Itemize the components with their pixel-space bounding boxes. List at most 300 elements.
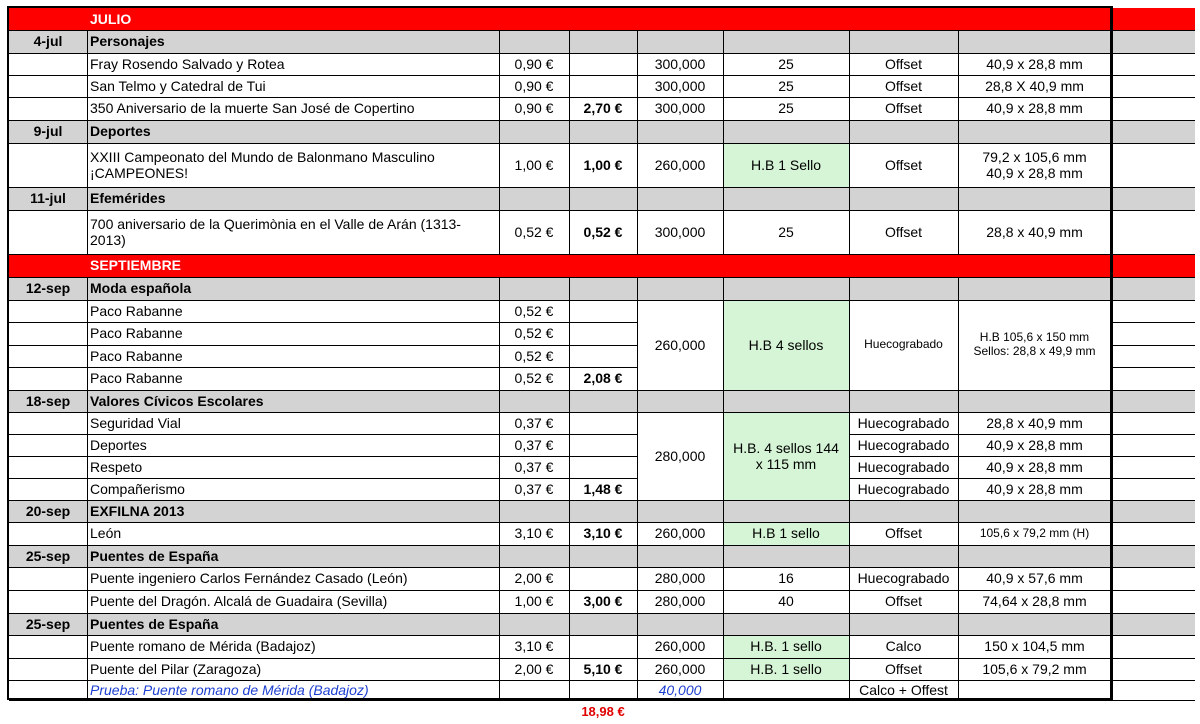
column-border [87, 500, 88, 522]
column-border [637, 635, 638, 658]
column-border [637, 478, 638, 500]
column-border [1110, 210, 1112, 254]
row-border [9, 412, 1195, 413]
column-border [1110, 277, 1112, 300]
print-method: Offset [884, 55, 923, 72]
moda-format: H.B 4 sellos [748, 336, 824, 353]
column-border [87, 658, 88, 680]
print-run: 300,000 [654, 223, 706, 240]
moda-print-method: Huecograbado [864, 337, 943, 352]
column-border [1110, 390, 1112, 412]
format: H.B. 1 sello [750, 638, 822, 655]
row-border [9, 277, 1195, 278]
grand-total: 18,98 € [581, 704, 625, 719]
column-border [637, 500, 638, 522]
row-border [9, 143, 1195, 144]
column-border [499, 120, 500, 143]
format: 25 [778, 100, 794, 117]
moda-size [958, 300, 1111, 390]
column-border [499, 367, 500, 390]
stamp-name: Compañerismo [90, 480, 185, 497]
column-border [637, 658, 638, 680]
column-border [87, 434, 88, 456]
column-border [637, 367, 638, 390]
column-border [499, 635, 500, 658]
print-run: 300,000 [654, 55, 706, 72]
print-method: Calco [885, 638, 922, 655]
column-border [958, 75, 959, 97]
column-border [849, 613, 850, 635]
group-title: Efemérides [90, 190, 166, 207]
row-border [9, 613, 1195, 614]
column-border [637, 680, 638, 700]
stamp-price: 0,52 € [514, 325, 554, 342]
format: 25 [778, 55, 794, 72]
column-border [499, 210, 500, 254]
column-border [849, 322, 850, 345]
format: H.B 1 sello [752, 525, 820, 542]
stamp-name-line: 2013) [90, 232, 126, 248]
column-border [958, 613, 959, 635]
row-border [9, 120, 1195, 121]
column-border [569, 500, 570, 522]
print-method: Huecograbado [857, 436, 950, 453]
stamp-price: 3,10 € [514, 525, 554, 542]
row-border [1111, 322, 1195, 323]
column-border [569, 277, 570, 300]
column-border [1110, 254, 1112, 277]
group-title: Puentes de España [90, 547, 219, 564]
column-border [569, 187, 570, 210]
column-border [958, 500, 959, 522]
stamp-size: 74,64 x 28,8 mm [982, 593, 1087, 610]
column-border [499, 545, 500, 567]
group-date: 12-sep [25, 280, 71, 297]
column-border [849, 412, 850, 434]
column-border [723, 367, 724, 390]
column-border [87, 120, 88, 143]
column-border [1110, 412, 1112, 434]
row-border [9, 367, 637, 368]
valores-format [723, 412, 849, 500]
column-border [1110, 545, 1112, 567]
stamp-price: 0,37 € [514, 480, 554, 497]
column-border [637, 434, 638, 456]
column-border [958, 434, 959, 456]
group-date: 20-sep [25, 502, 71, 519]
column-border [723, 277, 724, 300]
column-border [1110, 658, 1112, 680]
row-border [9, 300, 1195, 301]
column-border [499, 613, 500, 635]
column-border [499, 412, 500, 434]
column-border [723, 434, 724, 456]
column-border [958, 567, 959, 590]
column-border [1110, 635, 1112, 658]
stamp-name: Paco Rabanne [90, 370, 183, 387]
column-border [637, 53, 638, 75]
print-run: 260,000 [654, 660, 706, 677]
column-border [958, 367, 959, 390]
column-border [637, 143, 638, 187]
column-border [87, 613, 88, 635]
column-border [637, 522, 638, 545]
column-border [723, 345, 724, 367]
column-border [569, 300, 570, 322]
column-border [499, 345, 500, 367]
column-border [723, 322, 724, 345]
column-border [723, 143, 724, 187]
column-border [958, 590, 959, 613]
row-border [9, 590, 1195, 591]
column-border [849, 434, 850, 456]
stamp-price: 0,37 € [514, 436, 554, 453]
stamp-price: 3,10 € [514, 638, 554, 655]
print-method: Offset [884, 77, 923, 94]
print-run: 260,000 [654, 638, 706, 655]
column-border [499, 187, 500, 210]
row-border [9, 322, 637, 323]
stamp-size: 40,9 x 28,8 mm [986, 480, 1083, 497]
stamp-price: 0,37 € [514, 414, 554, 431]
print-method: Offset [884, 223, 923, 240]
column-border [1110, 97, 1112, 120]
column-border [499, 30, 500, 53]
column-border [849, 478, 850, 500]
row-border [9, 635, 1195, 636]
stamp-size: 150 x 104,5 mm [984, 638, 1085, 655]
column-border [499, 143, 500, 187]
column-border [849, 30, 850, 53]
column-border [637, 30, 638, 53]
column-border [569, 53, 570, 75]
moda-size-line: Sellos: 28,8 x 49,9 mm [973, 344, 1096, 358]
column-border [637, 412, 638, 434]
column-border [849, 53, 850, 75]
stamp-name-line: ¡CAMPEONES! [90, 165, 189, 181]
stamp-name: Paco Rabanne [90, 325, 183, 342]
column-border [958, 545, 959, 567]
column-border [1110, 143, 1112, 187]
print-method: Huecograbado [857, 414, 950, 431]
stamp-name-line: 700 aniversario de la Querimònia en el Valle de Arán (1313- [90, 215, 461, 232]
column-border [723, 97, 724, 120]
print-method: Offset [884, 525, 923, 542]
column-border [569, 345, 570, 367]
row-border [1111, 345, 1195, 346]
print-method: Huecograbado [857, 570, 950, 587]
stamp-size: 40,9 x 57,6 mm [986, 570, 1083, 587]
column-border [849, 187, 850, 210]
column-border [1110, 300, 1112, 322]
column-border [849, 590, 850, 613]
column-border [499, 97, 500, 120]
column-border [958, 53, 959, 75]
column-border [723, 478, 724, 500]
stamp-name: 350 Aniversario de la muerte San José de Copertino [90, 100, 415, 117]
column-border [87, 53, 88, 75]
column-border [958, 277, 959, 300]
column-border [569, 390, 570, 412]
column-border [723, 635, 724, 658]
column-border [1110, 30, 1112, 53]
column-border [849, 75, 850, 97]
proof-print-method: Calco + Offest [859, 681, 948, 698]
print-run: 280,000 [654, 593, 706, 610]
column-border [637, 75, 638, 97]
print-run: 280,000 [654, 570, 706, 587]
column-border [87, 590, 88, 613]
column-border [723, 390, 724, 412]
row-border [9, 210, 1195, 211]
column-border [1110, 567, 1112, 590]
column-border [569, 456, 570, 478]
group-total: 3,00 € [583, 593, 623, 610]
column-border [87, 187, 88, 210]
group-total: 3,10 € [583, 525, 623, 542]
moda-size-line: H.B 105,6 x 150 mm [979, 330, 1090, 345]
column-border [87, 277, 88, 300]
column-border [499, 456, 500, 478]
stamp-name: Puente del Pilar (Zaragoza) [90, 660, 262, 677]
print-method: Offset [884, 660, 923, 677]
column-border [499, 322, 500, 345]
column-border [87, 567, 88, 590]
column-border [87, 635, 88, 658]
row-border [9, 700, 1195, 701]
column-border [958, 120, 959, 143]
column-border [87, 143, 88, 187]
column-border [723, 658, 724, 680]
column-border [87, 412, 88, 434]
group-total: 1,48 € [583, 480, 623, 497]
column-border [569, 567, 570, 590]
column-border [569, 590, 570, 613]
column-border [958, 522, 959, 545]
stamp-size: 105,6 x 79,2 mm (H) [979, 525, 1090, 540]
column-border [87, 478, 88, 500]
row-border [849, 478, 1195, 479]
column-border [958, 412, 959, 434]
column-border [569, 434, 570, 456]
column-border [723, 300, 724, 322]
print-method: Offset [884, 156, 923, 173]
column-border [723, 53, 724, 75]
stamp-price: 2,00 € [514, 660, 554, 677]
group-total: 2,70 € [583, 100, 623, 117]
column-border [499, 75, 500, 97]
stamp-price: 0,52 € [514, 370, 554, 387]
row-border [9, 390, 1195, 391]
format: 16 [778, 570, 794, 587]
stamp-name: San Telmo y Catedral de Tui [90, 77, 266, 94]
column-border [723, 30, 724, 53]
column-border [569, 478, 570, 500]
column-border [637, 300, 638, 322]
row-border [9, 434, 637, 435]
stamp-size: 40,9 x 28,8 mm [986, 55, 1083, 72]
column-border [569, 30, 570, 53]
column-border [637, 277, 638, 300]
valores-format-line: H.B. 4 sellos 144 [733, 439, 839, 456]
stamp-price: 0,52 € [514, 302, 554, 319]
stamp-size-line: 40,9 x 28,8 mm [986, 165, 1083, 181]
column-border [958, 680, 959, 700]
column-border [637, 390, 638, 412]
column-border [637, 322, 638, 345]
column-border [849, 658, 850, 680]
column-border [849, 522, 850, 545]
column-border [849, 367, 850, 390]
column-border [569, 367, 570, 390]
column-border [849, 300, 850, 322]
row-border [849, 456, 1195, 457]
column-border [499, 500, 500, 522]
group-title: EXFILNA 2013 [90, 502, 185, 519]
stamp-price: 0,52 € [514, 347, 554, 364]
column-border [569, 412, 570, 434]
format: 25 [778, 223, 794, 240]
column-border [849, 210, 850, 254]
column-border [723, 120, 724, 143]
format: H.B 1 Sello [750, 156, 822, 173]
column-border [637, 456, 638, 478]
stamp-size-line: 79,2 x 105,6 mm [982, 148, 1087, 165]
column-border [849, 680, 850, 700]
stamp-price: 0,90 € [514, 100, 554, 117]
column-border [849, 97, 850, 120]
stamp-name: Deportes [90, 436, 147, 453]
column-border [569, 97, 570, 120]
column-border [723, 590, 724, 613]
column-border [849, 390, 850, 412]
column-border [958, 635, 959, 658]
row-border [849, 434, 1195, 435]
column-border [849, 120, 850, 143]
column-border [1110, 456, 1112, 478]
stamp-name [87, 210, 499, 254]
column-border [87, 75, 88, 97]
row-border [9, 254, 1195, 255]
group-total: 2,08 € [583, 370, 623, 387]
column-border [958, 345, 959, 367]
column-border [723, 522, 724, 545]
column-border [958, 390, 959, 412]
stamp-size: 40,9 x 28,8 mm [986, 100, 1083, 117]
stamp-name: León [90, 525, 122, 542]
print-method: Offset [884, 593, 923, 610]
print-run: 300,000 [654, 100, 706, 117]
column-border [569, 680, 570, 700]
column-border [723, 187, 724, 210]
group-date: 25-sep [25, 615, 71, 632]
row-border [9, 680, 1195, 681]
column-border [569, 613, 570, 635]
column-border [1110, 478, 1112, 500]
column-border [1110, 522, 1112, 545]
print-method: Huecograbado [857, 458, 950, 475]
column-border [499, 277, 500, 300]
row-border [9, 567, 1195, 568]
column-border [958, 658, 959, 680]
stamp-size: 28,8 x 40,9 mm [986, 414, 1083, 431]
stamp-price: 0,90 € [514, 55, 554, 72]
column-border [723, 75, 724, 97]
print-method: Offset [884, 100, 923, 117]
group-date: 18-sep [25, 392, 71, 409]
proof-name: Prueba: Puente romano de Mérida (Badajoz) [90, 681, 369, 698]
stamp-name: Seguridad Vial [90, 414, 181, 431]
column-border [87, 456, 88, 478]
column-border [499, 300, 500, 322]
column-border [958, 97, 959, 120]
column-border [499, 434, 500, 456]
column-border [958, 187, 959, 210]
month-label: SEPTIEMBRE [90, 257, 182, 274]
stamp-size [958, 143, 1111, 187]
stamp-price: 1,00 € [514, 593, 554, 610]
column-border [637, 567, 638, 590]
column-border [1110, 500, 1112, 522]
column-border [637, 590, 638, 613]
column-border [849, 345, 850, 367]
column-border [1110, 120, 1112, 143]
format: H.B. 1 sello [750, 660, 822, 677]
column-border [637, 97, 638, 120]
column-border [637, 120, 638, 143]
format: 25 [778, 77, 794, 94]
print-run: 300,000 [654, 77, 706, 94]
group-title: Valores Cívicos Escolares [90, 392, 264, 409]
column-border [87, 545, 88, 567]
column-border [723, 210, 724, 254]
stamp-name-line: XXIII Campeonato del Mundo de Balonmano Masculino [90, 148, 435, 165]
column-border [849, 567, 850, 590]
row-border [9, 522, 1195, 523]
column-border [723, 680, 724, 700]
row-border [9, 53, 1195, 54]
column-border [1110, 322, 1112, 345]
column-border [958, 478, 959, 500]
column-border [569, 143, 570, 187]
column-border [499, 53, 500, 75]
row-border [9, 658, 1195, 659]
row-border [9, 456, 637, 457]
column-border [87, 97, 88, 120]
stamp-size: 40,9 x 28,8 mm [986, 458, 1083, 475]
column-border [1110, 187, 1112, 210]
column-border [569, 322, 570, 345]
row-border [9, 545, 1195, 546]
group-date: 9-jul [33, 123, 63, 140]
stamp-size: 28,8 x 40,9 mm [986, 223, 1083, 240]
column-border [849, 500, 850, 522]
column-border [87, 30, 88, 53]
column-border [723, 567, 724, 590]
column-border [1110, 8, 1112, 30]
column-border [87, 680, 88, 700]
group-total: 5,10 € [583, 660, 623, 677]
column-border [1110, 613, 1112, 635]
column-border [637, 187, 638, 210]
column-border [723, 613, 724, 635]
column-border [958, 300, 959, 322]
column-border [499, 522, 500, 545]
column-border [958, 322, 959, 345]
column-border [1110, 53, 1112, 75]
group-title: Moda española [90, 280, 192, 297]
column-border [958, 30, 959, 53]
